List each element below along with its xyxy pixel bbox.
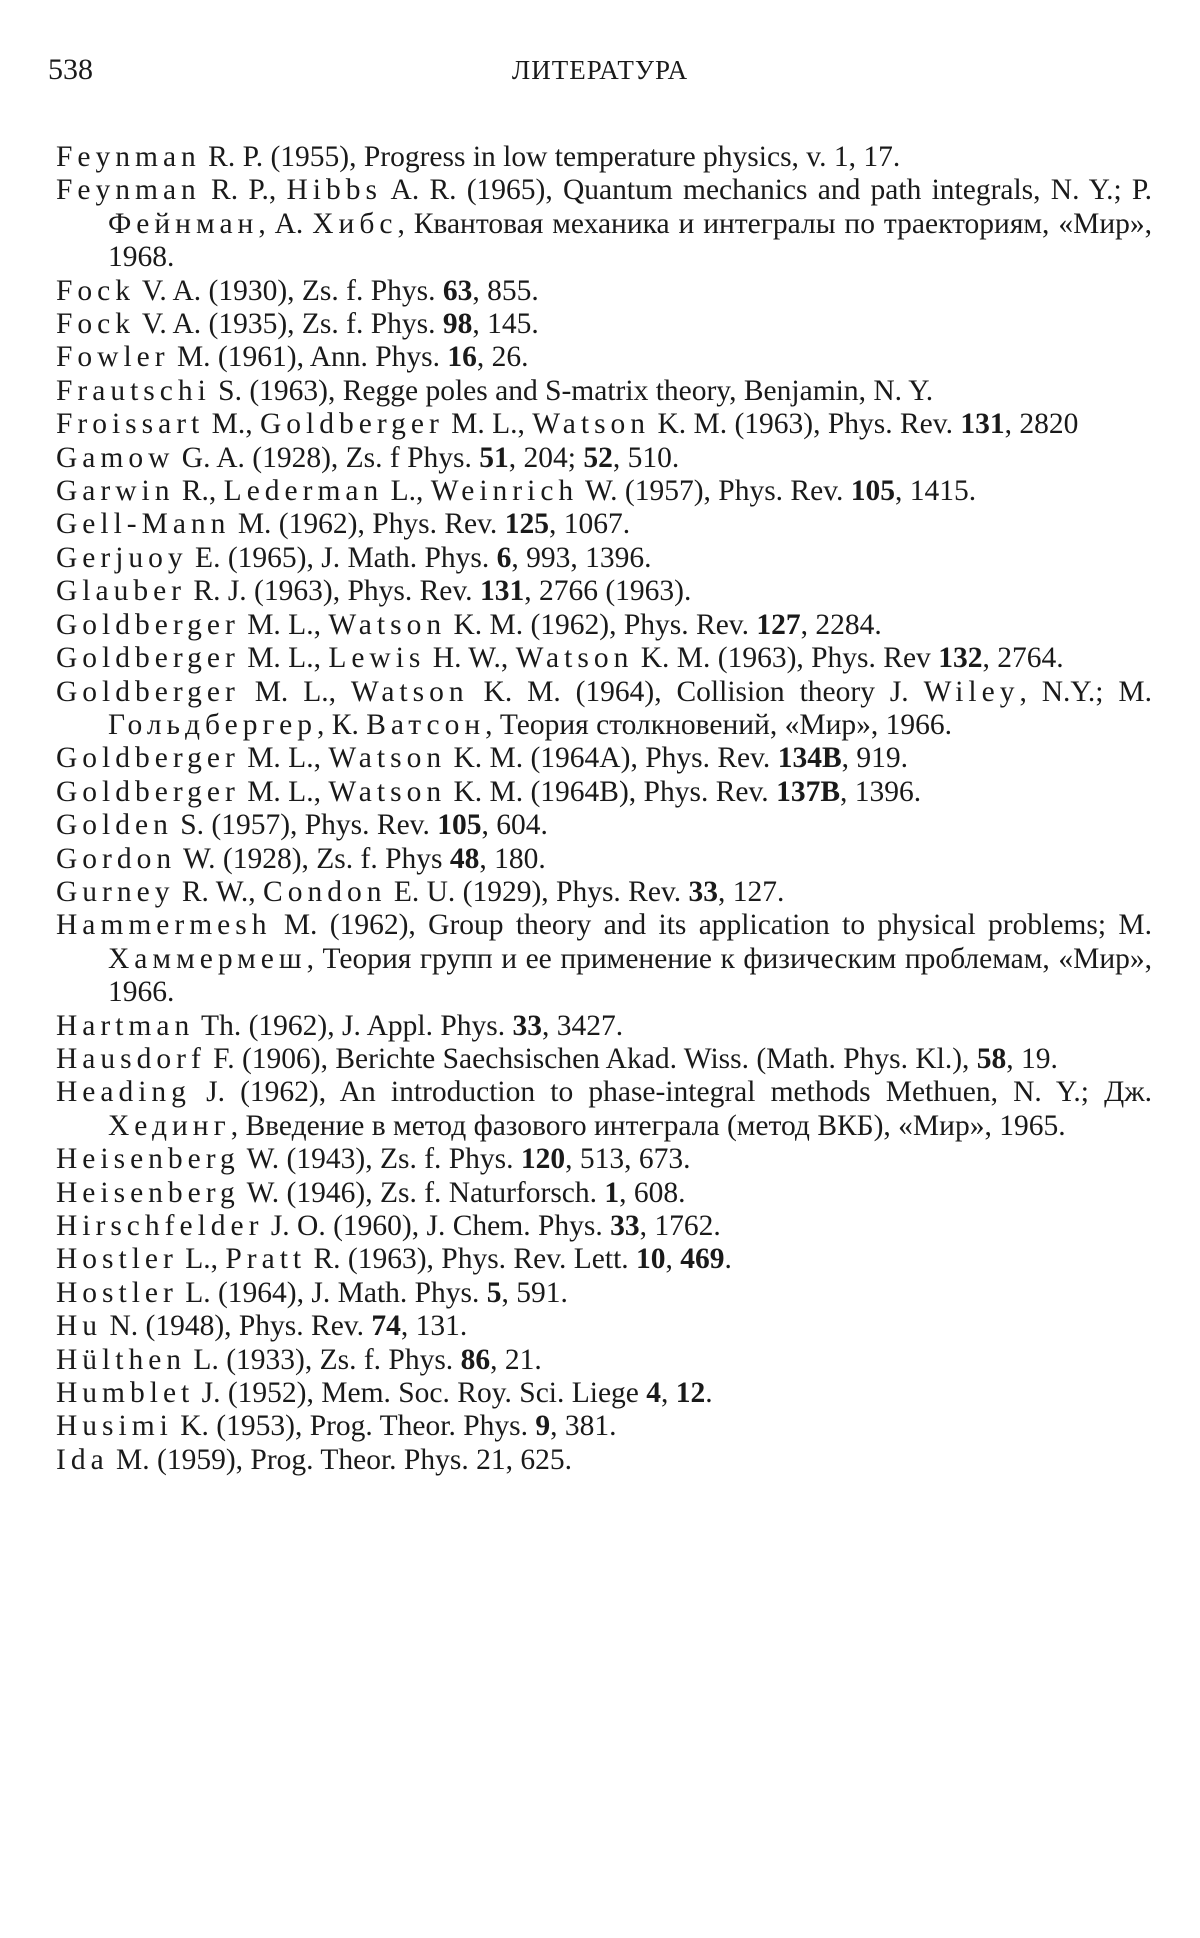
reference-text: M. (1961), Ann. Phys.	[169, 341, 448, 374]
volume-number: 58	[976, 1042, 1007, 1075]
reference-text: , Теория столкновений, «Мир», 1966.	[485, 708, 952, 741]
reference-entry	[56, 442, 1152, 475]
author-name: Husimi	[56, 1410, 173, 1443]
reference-text: , 381.	[550, 1410, 617, 1443]
volume-number: 9	[535, 1410, 551, 1443]
author-name: Gerjuoy	[56, 541, 188, 574]
author-name: Glauber	[56, 575, 187, 608]
reference-text: , 1762.	[639, 1210, 721, 1242]
volume-number: 98	[442, 308, 473, 341]
author-name: Heisenberg	[56, 1176, 240, 1209]
volume-number: 6	[496, 541, 512, 574]
volume-number: 48	[449, 842, 480, 875]
reference-text: Th. (1962), J. Appl. Phys.	[194, 1009, 513, 1042]
author-name: Hausdorf	[56, 1042, 206, 1075]
author-name: Gell-Mann	[56, 508, 231, 541]
volume-number: 51	[479, 441, 509, 474]
reference-text: K. M. (1963), Phys. Rev.	[650, 408, 961, 441]
author-name: Watson	[328, 742, 447, 775]
volume-number: 33	[512, 1009, 542, 1042]
reference-entry	[56, 408, 1152, 441]
reference-text: J. (1962), An introduction to phase-integral methods Methuen, N. Y.; Дж.	[190, 1076, 1152, 1109]
reference-text: M. L.,	[443, 408, 533, 441]
author-name: Хединг	[108, 1109, 231, 1142]
author-name: Pratt	[225, 1243, 307, 1276]
reference-text: , N.Y.; М.	[1019, 675, 1152, 708]
reference-text: , 180.	[479, 842, 546, 875]
reference-text: ,	[661, 1377, 676, 1410]
reference-text: K. M. (1963), Phys. Rev	[633, 642, 939, 675]
reference-text: J. O. (1960), J. Chem. Phys.	[263, 1210, 611, 1242]
volume-number: 5	[486, 1276, 502, 1309]
reference-entry	[56, 542, 1152, 575]
reference-text: S. (1963), Regge poles and S-matrix theory, Benjamin, N. Y.	[210, 374, 934, 407]
volume-number: 120	[520, 1143, 566, 1176]
reference-text: A. R. (1965), Quantum mechanics and path integrals, N. Y.; Р.	[381, 174, 1152, 207]
reference-entry	[56, 375, 1152, 408]
reference-text: E. (1965), J. Math. Phys.	[187, 541, 497, 574]
author-name: Wiley	[923, 675, 1020, 708]
running-title: ЛИТЕРАТУРА	[511, 55, 689, 85]
reference-entry	[56, 843, 1152, 876]
author-name: Gamow	[56, 441, 175, 474]
volume-number: 105	[850, 475, 896, 508]
reference-entry	[56, 1143, 1152, 1176]
reference-entry	[56, 1277, 1152, 1310]
reference-text: , 145.	[472, 308, 539, 341]
author-name: Hirschfelder	[56, 1210, 264, 1242]
reference-text: W. (1943), Zs. f. Phys.	[239, 1143, 521, 1176]
volume-number: 4	[646, 1377, 662, 1410]
reference-entry	[56, 1210, 1152, 1243]
reference-text: K. (1953), Prog. Theor. Phys.	[172, 1410, 536, 1443]
reference-text: L. (1933), Zs. f. Phys.	[186, 1343, 461, 1376]
author-name: Hu	[56, 1310, 103, 1343]
reference-text: , 513, 673.	[565, 1143, 691, 1176]
author-name: Golden	[56, 809, 173, 842]
author-name: Heisenberg	[56, 1143, 240, 1176]
reference-text: K. M. (1962), Phys. Rev.	[446, 608, 757, 641]
reference-entry	[56, 909, 1152, 1009]
reference-entry	[56, 609, 1152, 642]
reference-text: R. (1963), Phys. Rev. Lett.	[306, 1243, 637, 1276]
author-name: Хибс	[312, 207, 398, 240]
reference-text: , 26.	[476, 341, 529, 374]
reference-text: H. W.,	[425, 642, 516, 675]
reference-text: W. (1957), Phys. Rev.	[578, 475, 851, 508]
reference-text: R. J. (1963), Phys. Rev.	[186, 575, 480, 608]
reference-entry	[56, 341, 1152, 374]
reference-text: L. (1964), J. Math. Phys.	[177, 1276, 487, 1309]
reference-entry	[56, 1444, 1152, 1477]
reference-entry	[56, 1377, 1152, 1410]
author-name: Watson	[532, 408, 651, 441]
reference-list	[56, 141, 1152, 1477]
volume-number: 74	[371, 1310, 401, 1343]
reference-entry	[56, 742, 1152, 775]
reference-text: G. A. (1928), Zs. f Phys.	[174, 441, 480, 474]
author-name: Goldberger	[56, 608, 240, 641]
author-name: Ida	[56, 1443, 109, 1476]
reference-text: S. (1957), Phys. Rev.	[172, 809, 438, 842]
reference-text: , 19.	[1006, 1042, 1058, 1075]
reference-text: , 21.	[490, 1343, 542, 1376]
reference-text: K. M. (1964A), Phys. Rev.	[446, 742, 778, 775]
reference-text: R.,	[174, 475, 224, 508]
author-name: Watson	[328, 608, 447, 641]
author-name: Feynman	[56, 174, 201, 207]
reference-entry	[56, 1177, 1152, 1210]
volume-number: 131	[960, 408, 1005, 441]
volume-number: 105	[437, 809, 482, 842]
volume-number: 52	[583, 441, 613, 474]
volume-number: 137B	[776, 775, 840, 808]
author-name: Fock	[56, 274, 135, 307]
reference-text: , 1067.	[548, 508, 631, 541]
author-name: Goldberger	[56, 742, 240, 775]
volume-number: 16	[447, 341, 477, 374]
reference-entry	[56, 1010, 1152, 1043]
reference-text: M. (1962), Group theory and its application to physical problems; М.	[271, 909, 1152, 942]
reference-entry	[56, 676, 1152, 743]
author-name: Watson	[515, 642, 634, 675]
reference-text: R. W.,	[174, 875, 264, 908]
author-name: Goldberger	[56, 775, 240, 808]
author-name: Hostler	[56, 1276, 178, 1309]
reference-entry	[56, 575, 1152, 608]
volume-number: 12	[675, 1377, 706, 1410]
author-name: Gurney	[56, 875, 175, 908]
reference-text: , А.	[258, 207, 313, 240]
author-name: Хаммермеш	[108, 942, 307, 975]
author-name: Hartman	[56, 1009, 195, 1042]
reference-text: , 127.	[718, 875, 785, 908]
reference-text: , 2764.	[982, 642, 1064, 675]
author-name: Hibbs	[286, 174, 382, 207]
reference-text: , 604.	[481, 809, 548, 842]
reference-text: , 608.	[619, 1176, 686, 1209]
reference-entry	[56, 174, 1152, 274]
reference-text: , 2284.	[800, 608, 882, 641]
reference-text: K. M. (1964B), Phys. Rev.	[446, 775, 777, 808]
reference-text: , 131.	[400, 1310, 468, 1343]
reference-entry	[56, 1310, 1152, 1343]
volume-number: 33	[688, 875, 719, 908]
author-name: Condon	[263, 875, 387, 908]
author-name: Hostler	[56, 1243, 178, 1276]
author-name: Heading	[56, 1076, 191, 1109]
volume-number: 469	[680, 1243, 725, 1276]
reference-entry	[56, 876, 1152, 909]
author-name: Fowler	[56, 341, 170, 374]
author-name: Froissart	[56, 408, 205, 441]
reference-text: K. M. (1964), Collision theory J.	[468, 675, 924, 708]
author-name: Hammermesh	[56, 909, 272, 942]
reference-text: R. P. (1955), Progress in low temperature physics, v. 1, 17.	[200, 141, 901, 173]
reference-text: , 1396.	[840, 775, 922, 808]
reference-entry	[56, 1344, 1152, 1377]
page-number: 538	[48, 53, 93, 86]
reference-text: , 204;	[508, 441, 584, 474]
reference-entry	[56, 275, 1152, 308]
reference-text: , Теория групп и ее применение к физическим проблемам, «Мир», 1966.	[108, 942, 1152, 1009]
reference-text: , 855.	[472, 274, 539, 307]
reference-text: L.,	[383, 475, 431, 508]
reference-text: M. L.,	[239, 642, 329, 675]
volume-number: 125	[504, 508, 549, 541]
volume-number: 86	[460, 1343, 491, 1376]
author-name: Lewis	[328, 642, 426, 675]
author-name: Garwin	[56, 475, 175, 508]
reference-text: M. L.,	[239, 775, 329, 808]
reference-entry	[56, 809, 1152, 842]
reference-entry	[56, 141, 1152, 174]
reference-entry	[56, 308, 1152, 341]
volume-number: 134B	[777, 742, 842, 775]
author-name: Goldberger	[259, 408, 444, 441]
reference-text: W. (1946), Zs. f. Naturforsch.	[239, 1176, 605, 1209]
reference-entry	[56, 642, 1152, 675]
volume-number: 127	[756, 608, 801, 641]
page-header	[48, 50, 1152, 90]
reference-text: E. U. (1929), Phys. Rev.	[386, 875, 689, 908]
reference-text: , 993, 1396.	[511, 541, 652, 574]
author-name: Fock	[56, 308, 135, 341]
reference-text: ,	[665, 1243, 681, 1276]
reference-entry	[56, 1043, 1152, 1076]
volume-number: 33	[610, 1210, 640, 1242]
reference-text: V. A. (1930), Zs. f. Phys.	[135, 274, 443, 307]
author-name: Hülthen	[56, 1343, 187, 1376]
reference-text: , 2820	[1004, 408, 1079, 441]
reference-text: M. L.,	[239, 608, 329, 641]
reference-entry	[56, 508, 1152, 541]
author-name: Humblet	[56, 1377, 195, 1410]
author-name: Goldberger	[56, 675, 240, 708]
author-name: Gordon	[56, 842, 177, 875]
author-name: Frautschi	[56, 374, 211, 407]
volume-number: 10	[636, 1243, 666, 1276]
reference-text: L.,	[177, 1243, 226, 1276]
reference-text: .	[724, 1243, 732, 1276]
author-name: Ватсон	[366, 708, 486, 741]
reference-text: N. (1948), Phys. Rev.	[102, 1310, 372, 1343]
reference-text: M.,	[204, 408, 260, 441]
reference-entry	[56, 1410, 1152, 1443]
reference-entry	[56, 1076, 1152, 1143]
reference-entry	[56, 776, 1152, 809]
reference-text: , 510.	[612, 441, 680, 474]
reference-text: M. (1959), Prog. Theor. Phys. 21, 625.	[108, 1443, 572, 1476]
reference-text: , 2766 (1963).	[524, 575, 692, 608]
reference-entry	[56, 1243, 1152, 1276]
reference-text: , 919.	[841, 742, 908, 775]
reference-text: , 1415.	[895, 475, 977, 508]
reference-text: V. A. (1935), Zs. f. Phys.	[135, 308, 443, 341]
author-name: Feynman	[56, 141, 201, 173]
reference-text: M. L.,	[239, 742, 329, 775]
author-name: Lederman	[223, 475, 384, 508]
volume-number: 131	[479, 575, 525, 608]
reference-text: M. (1962), Phys. Rev.	[230, 508, 505, 541]
reference-text: , 591.	[501, 1276, 568, 1309]
reference-text: , Введение в метод фазового интеграла (метод ВКБ), «Мир», 1965.	[230, 1109, 1066, 1142]
reference-text: R. P.,	[200, 174, 287, 207]
volume-number: 1	[604, 1176, 620, 1209]
author-name: Гольдбергер	[108, 708, 318, 741]
reference-text: J. (1952), Mem. Soc. Roy. Sci. Liege	[194, 1377, 647, 1410]
reference-text: .	[705, 1377, 713, 1410]
author-name: Watson	[328, 775, 447, 808]
author-name: Watson	[350, 675, 469, 708]
reference-entry	[56, 475, 1152, 508]
reference-text: W. (1928), Zs. f. Phys	[176, 842, 450, 875]
volume-number: 132	[938, 642, 983, 675]
reference-text: F. (1906), Berichte Saechsischen Akad. Wiss. (Math. Phys. Kl.),	[205, 1042, 977, 1075]
reference-text: , К.	[317, 708, 367, 741]
author-name: Фейнман	[108, 207, 259, 240]
volume-number: 63	[442, 274, 473, 307]
reference-text: , Квантовая механика и интегралы по траекториям, «Мир», 1968.	[108, 207, 1152, 274]
author-name: Weinrich	[430, 475, 579, 508]
reference-text: , 3427.	[541, 1009, 624, 1042]
author-name: Goldberger	[56, 642, 240, 675]
reference-text: M. L.,	[239, 675, 351, 708]
